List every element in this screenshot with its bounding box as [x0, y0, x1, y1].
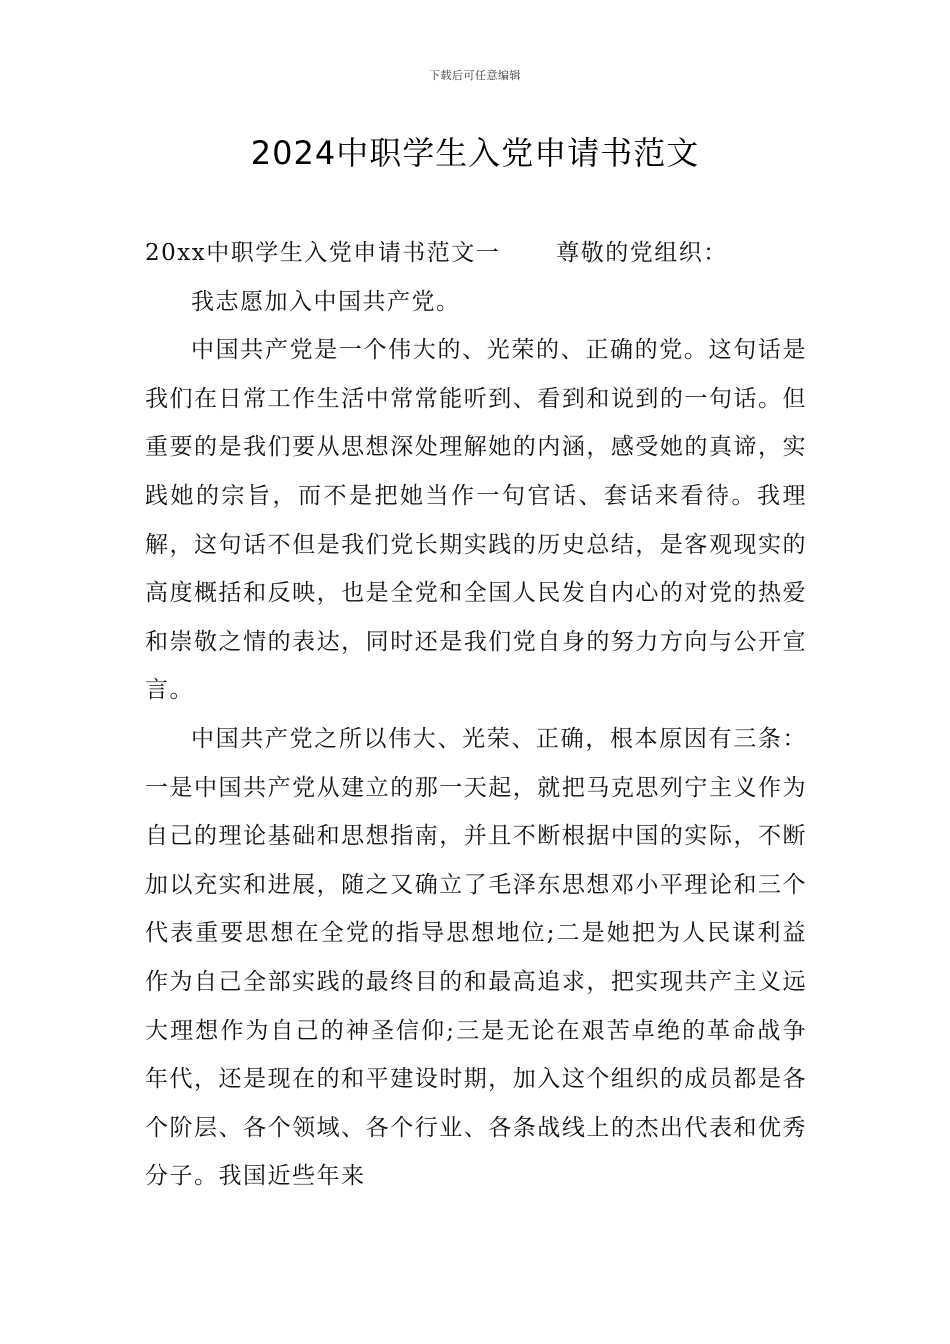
paragraph-1: 我志愿加入中国共产党。: [191, 288, 461, 315]
section-heading: 20xx中职学生入党申请书范文一: [145, 240, 501, 266]
salutation: 尊敬的党组织：: [556, 240, 728, 266]
paragraph-2: 中国共产党是一个伟大的、光荣的、正确的党。这句话是我们在日常工作生活中常常能听到、看到和说到的一句话。但重要的是我们要从思想深处理解她的内涵，感受她的真谛，实践她的宗旨，而不是把她当作一句官话、套话来看待。我理解，这句话不但是我们党长期实践的历史总结，是客观现实的高度概括和反映，也是全党和全国人民发自内心的对党的热爱和崇敬之情的表达，同时还是我们党自身的努力方向与公开宣言。: [145, 337, 807, 704]
document-title: 2024中职学生入党申请书范文: [250, 134, 700, 172]
paragraph-3: 中国共产党之所以伟大、光荣、正确，根本原因有三条：一是中国共产党从建立的那一天起，就把马克思列宁主义作为自己的理论基础和思想指南，并且不断根据中国的实际，不断加以充实和进展，随之又确立了毛泽东思想邓小平理论和三个代表重要思想在全党的指导思想地位;二是她把为人民谋利益作为自己全部实践的最终目的和最高追求，把实现共产主义远大理想作为自己的神圣信仰;三是无论在艰苦卓绝的革命战争年代，还是现在的和平建设时期，加入这个组织的成员都是各个阶层、各个领域、各个行业、各条战线上的杰出代表和优秀分子。我国近些年来: [145, 725, 807, 1190]
heading-line: [145, 229, 807, 278]
header-note: 下载后可任意编辑: [429, 69, 521, 82]
document-body: [145, 229, 807, 1201]
